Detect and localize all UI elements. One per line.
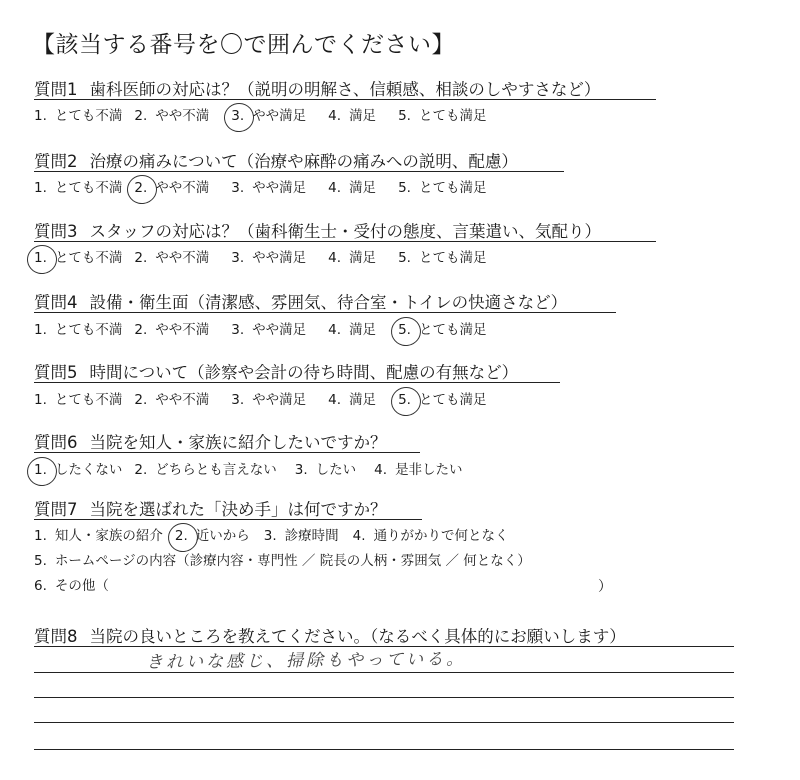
option-2[interactable] <box>134 318 209 338</box>
option-3[interactable] <box>231 104 306 124</box>
option-number: 2. <box>134 250 148 266</box>
option-number: 1. <box>34 250 47 266</box>
question-underline <box>34 312 616 313</box>
option-label: 近いから <box>195 528 250 544</box>
other-close-paren: ） <box>598 579 612 595</box>
option-2[interactable] <box>175 524 250 544</box>
option-label: やや満足 <box>252 250 307 266</box>
question-5-options <box>34 388 486 408</box>
option-number: 5. <box>398 392 411 408</box>
option-2[interactable] <box>134 104 209 124</box>
option-number: 4. <box>374 462 388 478</box>
option-2[interactable] <box>134 246 209 266</box>
option-number: 4. <box>328 108 342 124</box>
option-1[interactable] <box>34 246 122 266</box>
option-label: とても満足 <box>418 250 487 266</box>
question-text: 歯科医師の対応は？（説明の明解さ、信頼感、相談のしやすさなど） <box>89 80 601 99</box>
option-label: とても不満 <box>54 392 123 408</box>
option-number: 2. <box>134 180 148 196</box>
option-number: 4. <box>328 250 342 266</box>
option-3[interactable] <box>231 176 306 196</box>
question-underline <box>34 99 656 100</box>
option-3[interactable] <box>295 458 356 478</box>
option-number: 2. <box>174 528 188 544</box>
option-label: やや不満 <box>155 250 210 266</box>
option-2[interactable] <box>134 388 209 408</box>
option-4[interactable] <box>328 388 376 408</box>
question-7-options <box>34 549 531 569</box>
option-6[interactable] <box>34 574 109 594</box>
question-number: 質問5 <box>34 363 78 382</box>
instruction-heading: 【該当する番号を〇で囲んでください】 <box>32 32 455 58</box>
question-number: 質問4 <box>34 293 78 312</box>
option-number: 4. <box>328 180 342 196</box>
option-number: 5. <box>34 553 47 569</box>
question-4-options <box>34 318 486 338</box>
question-number: 質問1 <box>34 80 78 99</box>
option-number: 5. <box>398 108 411 124</box>
option-label: とても不満 <box>54 322 123 338</box>
option-label: やや不満 <box>155 108 210 124</box>
option-4[interactable] <box>353 524 509 544</box>
question-2-title <box>34 148 518 172</box>
option-label: やや満足 <box>252 180 307 196</box>
option-label: とても不満 <box>54 108 123 124</box>
option-number: 2. <box>134 322 148 338</box>
option-label: 満足 <box>349 108 377 124</box>
question-7-title <box>34 496 387 520</box>
option-number: 3. <box>294 462 308 478</box>
question-number: 質問6 <box>34 433 78 452</box>
answer-writing-line <box>34 722 734 723</box>
option-1[interactable] <box>34 524 163 544</box>
option-number: 3. <box>231 180 245 196</box>
option-number: 3. <box>263 528 277 544</box>
option-1[interactable] <box>34 318 122 338</box>
question-underline <box>34 171 564 172</box>
option-2[interactable] <box>134 176 209 196</box>
option-1[interactable] <box>34 388 122 408</box>
option-number: 1. <box>34 108 47 124</box>
option-5[interactable] <box>398 104 486 124</box>
option-label: とても不満 <box>54 250 123 266</box>
option-label: 是非したい <box>395 462 463 478</box>
question-text: スタッフの対応は？（歯科衛生士・受付の態度、言葉遣い、気配り） <box>89 222 601 241</box>
option-label: とても満足 <box>418 180 487 196</box>
question-text: 当院の良いところを教えてください。（なるべく具体的にお願いします） <box>89 627 626 646</box>
option-number: 1. <box>34 180 47 196</box>
option-number: 3. <box>231 108 245 124</box>
option-label: ホームページの内容（診療内容・専門性 ／ 院長の人柄・雰囲気 ／ 何となく） <box>54 553 531 569</box>
option-number: 4. <box>352 528 366 544</box>
option-label: とても満足 <box>418 392 487 408</box>
option-number: 5. <box>398 180 411 196</box>
question-6-options <box>34 458 463 478</box>
option-number: 2. <box>134 462 148 478</box>
question-6-title <box>34 429 387 453</box>
answer-writing-line <box>34 749 734 750</box>
option-1[interactable] <box>34 458 122 478</box>
option-number: 1. <box>34 322 47 338</box>
option-5[interactable] <box>398 388 486 408</box>
question-1-title <box>34 76 600 100</box>
question-3-title <box>34 218 601 242</box>
question-3-options <box>34 246 486 266</box>
option-label: やや満足 <box>252 392 307 408</box>
option-1[interactable] <box>34 176 122 196</box>
option-2[interactable] <box>134 458 276 478</box>
option-label: その他（ <box>54 578 109 594</box>
option-label: 満足 <box>349 322 377 338</box>
question-2-options <box>34 176 486 196</box>
option-number: 1. <box>34 392 47 408</box>
option-3[interactable] <box>264 524 339 544</box>
option-label: 通りがかりで何となく <box>373 528 509 544</box>
option-number: 3. <box>231 250 245 266</box>
question-number: 質問2 <box>34 152 78 171</box>
question-7-options <box>34 574 109 594</box>
question-underline <box>34 519 422 520</box>
option-number: 3. <box>231 322 245 338</box>
question-1-options <box>34 104 486 124</box>
answer-writing-line <box>34 672 734 673</box>
option-3[interactable] <box>231 246 306 266</box>
option-number: 2. <box>134 108 148 124</box>
option-5[interactable] <box>398 176 486 196</box>
question-7-options <box>34 524 509 544</box>
option-label: とても不満 <box>54 180 123 196</box>
option-4[interactable] <box>328 104 376 124</box>
option-label: やや満足 <box>252 108 307 124</box>
question-text: 治療の痛みについて（治療や麻酔の痛みへの説明、配慮） <box>89 152 518 171</box>
question-underline <box>34 241 656 242</box>
question-text: 当院を知人・家族に紹介したいですか？ <box>89 433 387 452</box>
question-underline <box>34 452 420 453</box>
question-8-title <box>34 623 626 647</box>
option-4[interactable] <box>328 176 376 196</box>
option-number: 3. <box>231 392 245 408</box>
option-5[interactable] <box>398 246 486 266</box>
option-label: どちらとも言えない <box>155 462 277 478</box>
option-label: やや満足 <box>252 322 307 338</box>
option-4[interactable] <box>328 246 376 266</box>
question-underline <box>34 382 560 383</box>
option-label: とても満足 <box>418 108 487 124</box>
option-number: 5. <box>398 322 411 338</box>
option-label: 知人・家族の紹介 <box>54 528 163 544</box>
question-text: 設備・衛生面（清潔感、雰囲気、待合室・トイレの快適さなど） <box>89 293 568 312</box>
option-label: やや不満 <box>155 180 210 196</box>
question-4-title <box>34 289 567 313</box>
question-number: 質問8 <box>34 627 78 646</box>
option-3[interactable] <box>231 318 306 338</box>
option-label: 満足 <box>349 180 377 196</box>
option-number: 4. <box>328 392 342 408</box>
option-number: 6. <box>34 578 47 594</box>
option-5[interactable] <box>34 549 531 569</box>
option-label: 満足 <box>349 250 377 266</box>
option-label: したい <box>315 462 357 478</box>
question-text: 当院を選ばれた「決め手」は何ですか？ <box>89 500 387 519</box>
option-1[interactable] <box>34 104 122 124</box>
question-number: 質問3 <box>34 222 78 241</box>
option-number: 1. <box>34 528 47 544</box>
option-5[interactable] <box>398 318 486 338</box>
option-label: 診療時間 <box>284 528 339 544</box>
option-3[interactable] <box>231 388 306 408</box>
option-label: やや不満 <box>155 392 210 408</box>
option-4[interactable] <box>328 318 376 338</box>
option-number: 4. <box>328 322 342 338</box>
option-number: 1. <box>34 462 47 478</box>
option-label: 満足 <box>349 392 377 408</box>
option-label: とても満足 <box>418 322 487 338</box>
question-number: 質問7 <box>34 500 78 519</box>
handwritten-answer: きれいな感じ、掃除もやっている。 <box>145 649 467 673</box>
question-5-title <box>34 359 518 383</box>
option-number: 5. <box>398 250 411 266</box>
option-4[interactable] <box>374 458 462 478</box>
question-text: 時間について（診察や会計の待ち時間、配慮の有無など） <box>89 363 519 382</box>
answer-writing-line <box>34 697 734 698</box>
option-label: したくない <box>54 462 123 478</box>
option-number: 2. <box>134 392 148 408</box>
option-label: やや不満 <box>155 322 210 338</box>
